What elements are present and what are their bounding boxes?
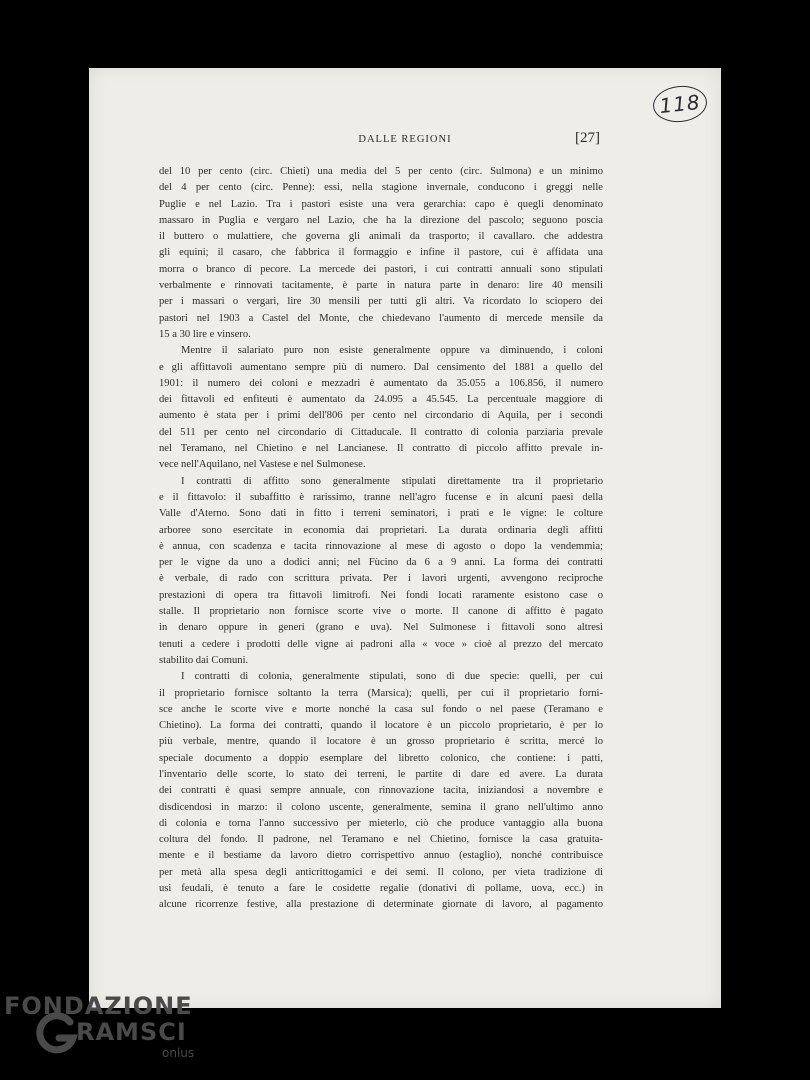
text-line: 15 a 30 lire e vinsero. [159, 328, 251, 340]
logo-line2: RAMSCI [76, 1018, 187, 1046]
body-text [159, 164, 603, 914]
text-line: verbalmente e rinnovati tacitamente, è parte in natura parte in denaro: lire 40 mensili [159, 280, 603, 292]
text-line: vece nell'Aquilano, nel Vastese e nel Sulmonese. [159, 459, 366, 471]
text-line: per le vigne da uno a dodici anni; nel Fùcino da 6 a 9 anni. La forma dei contratti [159, 557, 603, 569]
text-line: 1901: il numero dei coloni e mezzadri è aumentato da 35.055 a 106.856, il numero [159, 377, 603, 389]
text-line: e gli affittavoli aumentano sempre più di numero. Dal censimento del 1881 a quello del [159, 361, 603, 373]
text-line: il buttero o mulattiere, che governa gli animali da trasporto; il cavallaro. che addestra [159, 231, 603, 243]
text-line: più verbale, mentre, quando il locatore è un grosso proprietario è scritta, mercé lo [159, 736, 603, 748]
text-line: usi feudali, è tenuto a fare le cosidette regalie (donativi di pollame, uova, ecc.) in [159, 883, 603, 895]
text-line: mente e il bestiame da lavoro dietro corrispettivo annuo (estaglio), nonché contribuisce [159, 850, 603, 862]
text-line: disdicendosi in marzo: il colono uscente, generalmente, semina il grano nell'ultimo anno [159, 801, 603, 813]
text-line: Chietino). La forma dei contratti, quando il locatore è un piccolo proprietario, è per lo [159, 720, 603, 732]
text-line: massaro in Puglia e vergaro nel Lazio, che ha la direzione del pascolo; seguono poscia [159, 214, 603, 226]
text-line: per i massari o vergari, lire 30 mensili per tutti gli altri. Va ricordato lo sciopero dei [159, 296, 603, 308]
g-logo-icon [34, 1010, 80, 1056]
text-line: del 511 per cento nel circondario di Cittaducale. Il contratto di colonia parziaria prevale [159, 426, 603, 438]
text-line: stabilito dai Comuni. [159, 654, 249, 666]
text-line: I contratti di colonia, generalmente stipulati, sono di due specie: quelli, per cui [181, 671, 603, 683]
logo-line1: FONDAZIONE [4, 992, 193, 1020]
text-line: pastori nel 1903 a Castel del Monte, che chiedevano l'aumento di mercede mensile da [159, 312, 603, 324]
fondazione-gramsci-logo [0, 990, 230, 1070]
text-line: del 10 per cento (circ. Chieti) una media del 5 per cento (circ. Sulmona) e un minimo [159, 166, 603, 177]
text-line: tenuti a cedere i prodotti delle vigne ai padroni alla « voce » cioè al prezzo del mercato [159, 638, 603, 650]
text-line: Puglie e nel Lazio. Tra i pastori esiste una vera gerarchia: capo è quegli denominato [159, 198, 603, 210]
text-line: per metà alla spesa degli anticrittogamici e dei semi. Il colono, per vieta tradizione di [159, 866, 603, 878]
text-line: è verbale, di rado con scrittura privata. Per i lavori urgenti, avvengono reciproche [159, 573, 603, 585]
text-line: è annua, con scadenza e tacita rinnovazione al mese di agosto o dopo la vendemmia; [159, 540, 603, 552]
text-line: coltura del fondo. Il padrone, nel Teramano e nel Chietino, fornisce la casa gratuita- [159, 834, 603, 846]
page-number: [27] [575, 130, 600, 146]
text-line: morra o branco di pecore. La mercede dei pastori, i cui contratti annuali sono stipulati [159, 263, 603, 275]
text-line: prestazioni di opera tra fittavoli limitrofi. Nei fondi locati raramente esistono case o [159, 589, 603, 601]
text-line: del 4 per cento (circ. Penne): essi, nella stagione invernale, conducono i greggi nelle [159, 182, 603, 194]
text-line: gli equini; il casaro, che fabbrica il formaggio e infine il pastore, cui è affidata una [159, 247, 603, 259]
text-line: Valle d'Aterno. Sono dati in fitto i terreni seminatori, i prati e le vigne: le colture [159, 508, 603, 520]
folio-stamp: 118 [651, 83, 708, 124]
text-line: dei fittavoli ed enfiteuti è aumentato da 24.095 a 45.545. La percentuale maggiore di [159, 394, 603, 406]
logo-onlus: onlus [162, 1046, 195, 1060]
text-line: e il fittavolo: il subaffitto è rarissimo, tranne nell'agro fucense e in alcuni paesi della [159, 491, 603, 503]
running-title: DALLE REGIONI [358, 134, 452, 145]
text-line: nel Teramano, nel Chietino e nel Lancianese. Il contratto di piccolo affitto prevale in- [159, 443, 603, 455]
text-line: stalle. Il proprietario non fornisce scorte vive o morte. Il canone di affitto è pagato [159, 606, 603, 618]
text-line: aumento è stata per i primi dell'806 per cento nel circondario di Aquila, per i secondi [159, 410, 603, 422]
text-line: Mentre il salariato puro non esiste generalmente oppure va diminuendo, i coloni [181, 345, 603, 357]
text-line: I contratti di affitto sono generalmente stipulati direttamente tra il proprietario [181, 475, 603, 487]
text-line: di colonia e torna l'anno successivo per mieterlo, ciò che produce vantaggio alla buona [159, 817, 603, 829]
text-line: alcune ricorrenze festive, alla prestazione di determinate giornate di lavoro, al pagamento [159, 899, 603, 911]
text-line: dei contratti è quasi sempre annuale, con rinnovazione tacita, iniziandosi a novembre e [159, 785, 603, 797]
document-page [89, 68, 721, 1008]
text-line: in denaro oppure in generi (grano e uva). Nel Sulmonese i fittavoli sono altresì [159, 622, 603, 634]
text-line: speciale documento a doppio esemplare del libretto colonico, che contiene: i patti, [159, 752, 603, 764]
text-line: il proprietario fornisce soltanto la terra (Marsica); quelli, per cui il proprietario forni- [159, 687, 603, 699]
text-line: l'inventario delle scorte, lo stato dei terreni, le partite di dare ed avere. La durata [159, 768, 603, 780]
text-line: arboree sono esercitate in economia dai proprietari. La durata ordinaria degli affitti [159, 524, 603, 536]
text-line: sce anche le scorte vive e morte nonché la casa sul fondo o nel paese (Teramano e [159, 703, 603, 715]
